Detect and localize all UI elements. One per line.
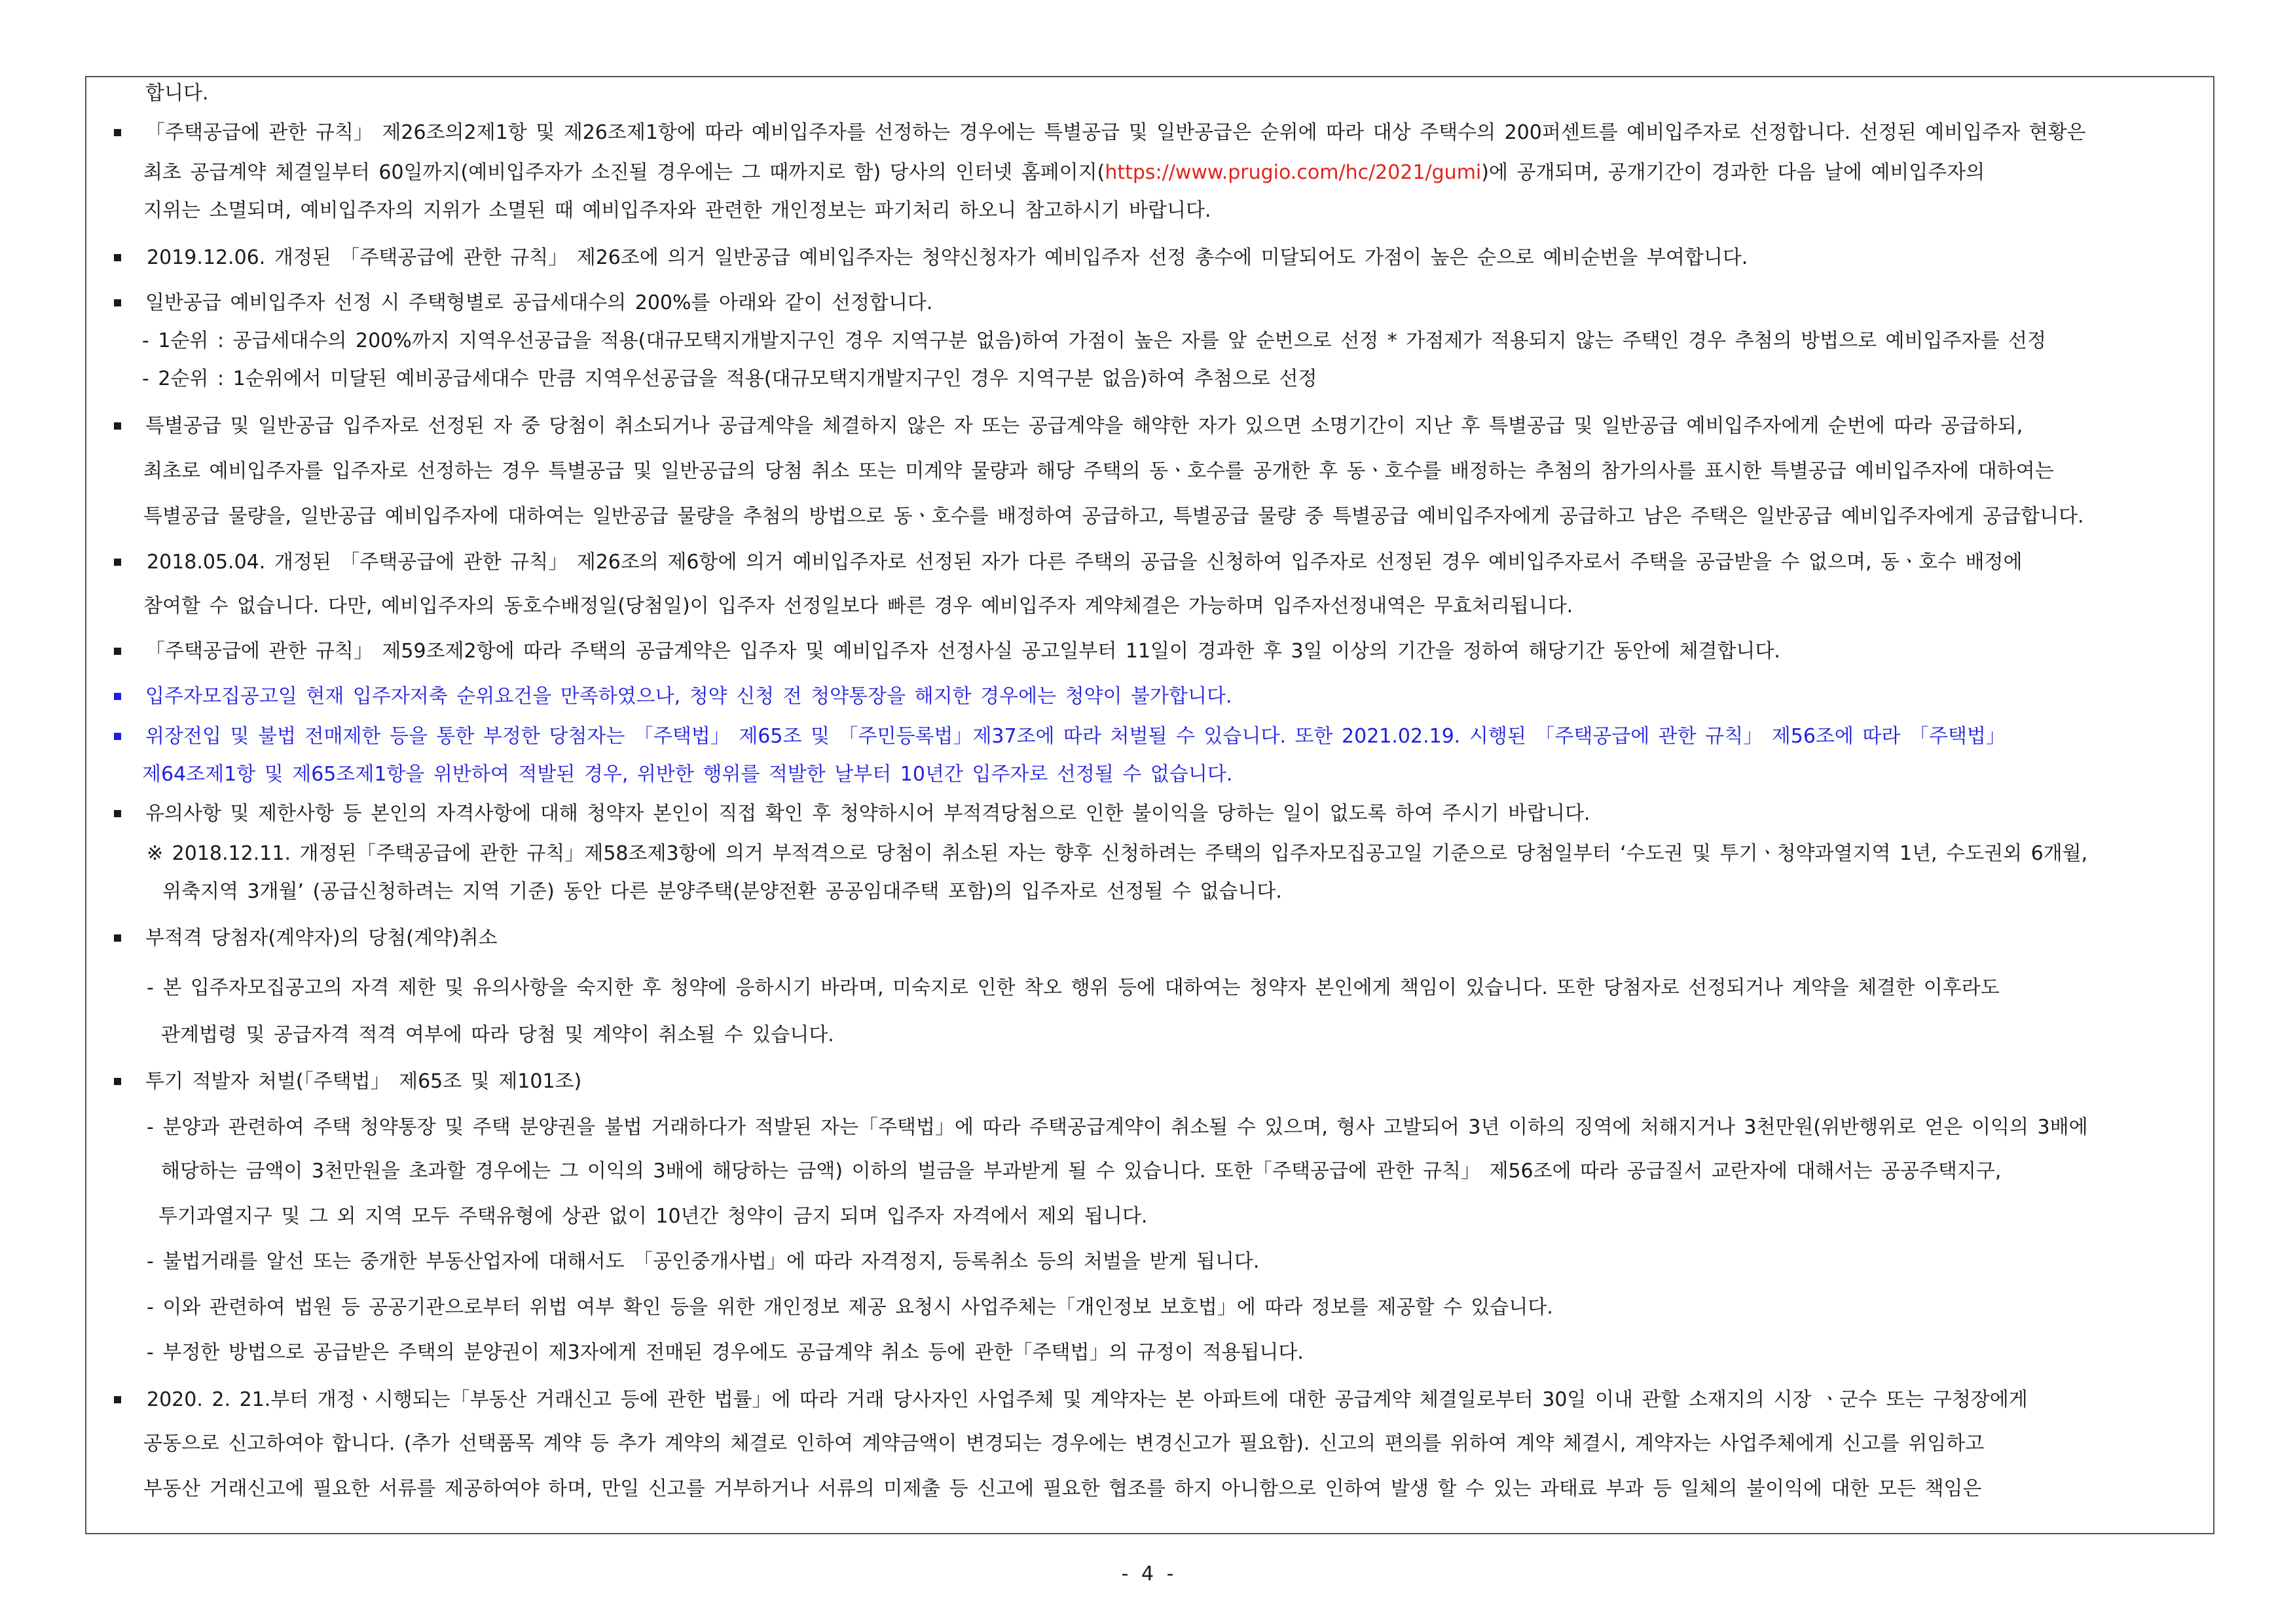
- notice-text: 유의사항 및 제한사항 등 본인의 자격사항에 대해 청약자 본인이 직접 확인 후 청약하시어 부적격당첨으로 인한 불이익을 당하는 일이 없도록 하여 주시기 바랍니다.: [145, 802, 1590, 825]
- bullet-icon: [114, 422, 121, 430]
- notice-subitem: 투기과열지구 및 그 외 지역 모두 주택유형에 상관 없이 10년간 청약이 금지 되며 입주자 자격에서 제외 됩니다.: [158, 1205, 1148, 1228]
- notice-text-highlight: 입주자모집공고일 현재 입주자저축 순위요건을 만족하였으나, 청약 신청 전 청약통장을 해지한 경우에는 청약이 불가합니다.: [145, 685, 1232, 708]
- notice-text: 2018.05.04. 개정된 「주택공급에 관한 규칙」 제26조의 제6항에 의거 예비입주자로 선정된 자가 다른 주택의 공급을 신청하여 입주자로 선정된 경우 예비입주자로서 주택을 공급받을 수 없으며, 동ㆍ호수 배정에: [147, 551, 2023, 574]
- notice-footnote: ※ 2018.12.11. 개정된「주택공급에 관한 규칙」제58조제3항에 의거 부적격으로 당첨이 취소된 자는 향후 신청하려는 주택의 입주자모집공고일 기준으로 당첨일부터 ‘수도권 및 투기ㆍ청약과열지역 1년, 수도권외 6개월,: [147, 842, 2088, 865]
- notice-subitem: 해당하는 금액이 3천만원을 초과할 경우에는 그 이익의 3배에 해당하는 금액) 이하의 벌금을 부과받게 될 수 있습니다. 또한「주택공급에 관한 규칙」 제56조에 따라 공급질서 교란자에 대해서는 공공주택지구,: [161, 1160, 2002, 1183]
- notice-text: 「주택공급에 관한 규칙」 제26조의2제1항 및 제26조제1항에 따라 예비입주자를 선정하는 경우에는 특별공급 및 일반공급은 순위에 따라 대상 주택수의 200퍼센트를 예비입주자로 선정합니다. 선정된 예비입주자 현황은: [145, 121, 2086, 144]
- notice-text: 2020. 2. 21.부터 개정ㆍ시행되는「부동산 거래신고 등에 관한 법률」에 따라 거래 당사자인 사업주체 및 계약자는 본 아파트에 대한 공급계약 체결일로부터 30일 이내 관할 소재지의 시장 ㆍ군수 또는 구청장에게: [147, 1388, 2028, 1411]
- notice-subitem: - 부정한 방법으로 공급받은 주택의 분양권이 제3자에게 전매된 경우에도 공급계약 취소 등에 관한「주택법」의 규정이 적용됩니다.: [147, 1341, 1304, 1364]
- notice-text: 특별공급 및 일반공급 입주자로 선정된 자 중 당첨이 취소되거나 공급계약을 체결하지 않은 자 또는 공급계약을 해약한 자가 있으면 소명기간이 지난 후 특별공급 및 일반공급 예비입주자에게 순번에 따라 공급하되,: [145, 415, 2023, 437]
- notice-text: 합니다.: [145, 82, 209, 105]
- notice-text: [143, 162, 1985, 184]
- notice-subitem: - 분양과 관련하여 주택 청약통장 및 주택 분양권을 불법 거래하다가 적발된 자는「주택법」에 따라 주택공급계약이 취소될 수 있으며, 형사 고발되어 3년 이하의 징역에 처해지거나 3천만원(위반행위로 얻은 이익의 3배에: [147, 1116, 2088, 1139]
- bullet-icon: [114, 299, 121, 306]
- bullet-icon: [114, 559, 121, 566]
- notice-text: 공동으로 신고하여야 합니다. (추가 선택품목 계약 등 추가 계약의 체결로 인하여 계약금액이 변경되는 경우에는 변경신고가 필요함). 신고의 편의를 위하여 계약 체결시, 계약자는 사업주체에게 신고를 위임하고: [143, 1432, 1985, 1455]
- bullet-icon: [114, 693, 121, 700]
- notice-subitem: - 2순위 : 1순위에서 미달된 예비공급세대수 만큼 지역우선공급을 적용(대규모택지개발지구인 경우 지역구분 없음)하여 추첨으로 선정: [142, 367, 1317, 390]
- homepage-link[interactable]: https://www.prugio.com/hc/2021/gumi: [1105, 161, 1482, 184]
- notice-heading: 투기 적발자 처벌(「주택법」 제65조 및 제101조): [145, 1070, 582, 1093]
- notice-subitem: - 1순위 : 공급세대수의 200%까지 지역우선공급을 적용(대규모택지개발지구인 경우 지역구분 없음)하여 가점이 높은 자를 앞 순번으로 선정 * 가점제가 적용되지 않는 주택인 경우 추첨의 방법으로 예비입주자를 선정: [142, 329, 2046, 352]
- page-number: - 4 -: [1121, 1562, 1174, 1585]
- bullet-icon: [114, 1396, 121, 1403]
- notice-subitem: - 본 입주자모집공고의 자격 제한 및 유의사항을 숙지한 후 청약에 응하시기 바라며, 미숙지로 인한 착오 행위 등에 대하여는 청약자 본인에게 책임이 있습니다. 또한 당첨자로 선정되거나 계약을 체결한 이후라도: [147, 976, 2000, 999]
- notice-text: 최초로 예비입주자를 입주자로 선정하는 경우 특별공급 및 일반공급의 당첨 취소 또는 미계약 물량과 해당 주택의 동ㆍ호수를 공개한 후 동ㆍ호수를 배정하는 추첨의 참가의사를 표시한 특별공급 예비입주자에 대하여는: [143, 460, 2054, 483]
- notice-text: 2019.12.06. 개정된 「주택공급에 관한 규칙」 제26조에 의거 일반공급 예비입주자는 청약신청자가 예비입주자 선정 총수에 미달되어도 가점이 높은 순으로 예비순번을 부여합니다.: [147, 246, 1748, 269]
- notice-text-highlight: 제64조제1항 및 제65조제1항을 위반하여 적발된 경우, 위반한 행위를 적발한 날부터 10년간 입주자로 선정될 수 없습니다.: [142, 763, 1233, 786]
- notice-text-segment: 최초 공급계약 체결일부터 60일까지(예비입주자가 소진될 경우에는 그 때까지로 함) 당사의 인터넷 홈페이지(: [143, 161, 1105, 184]
- bullet-icon: [114, 810, 121, 817]
- bullet-icon: [114, 733, 121, 740]
- bullet-icon: [114, 934, 121, 942]
- notice-subitem: - 이와 관련하여 법원 등 공공기관으로부터 위법 여부 확인 등을 위한 개인정보 제공 요청시 사업주체는「개인정보 보호법」에 따라 정보를 제공할 수 있습니다.: [147, 1296, 1553, 1319]
- bullet-icon: [114, 1078, 121, 1085]
- notice-text: 참여할 수 없습니다. 다만, 예비입주자의 동호수배정일(당첨일)이 입주자 선정일보다 빠른 경우 예비입주자 계약체결은 가능하며 입주자선정내역은 무효처리됩니다.: [143, 595, 1573, 618]
- bullet-icon: [114, 129, 121, 136]
- bullet-icon: [114, 254, 121, 261]
- notice-text: 지위는 소멸되며, 예비입주자의 지위가 소멸된 때 예비입주자와 관련한 개인정보는 파기처리 하오니 참고하시기 바랍니다.: [143, 199, 1211, 222]
- notice-text: 일반공급 예비입주자 선정 시 주택형별로 공급세대수의 200%를 아래와 같이 선정합니다.: [145, 291, 933, 314]
- notice-footnote: 위축지역 3개월’ (공급신청하려는 지역 기준) 동안 다른 분양주택(분양전환 공공임대주택 포함)의 입주자로 선정될 수 없습니다.: [162, 880, 1282, 903]
- notice-text-segment: )에 공개되며, 공개기간이 경과한 다음 날에 예비입주자의: [1481, 161, 1985, 184]
- notice-text: 부동산 거래신고에 필요한 서류를 제공하여야 하며, 만일 신고를 거부하거나 서류의 미제출 등 신고에 필요한 협조를 하지 아니함으로 인하여 발생 할 수 있는 과태료 부과 등 일체의 불이익에 대한 모든 책임은: [143, 1477, 1982, 1500]
- bullet-icon: [114, 648, 121, 655]
- notice-text: 특별공급 물량을, 일반공급 예비입주자에 대하여는 일반공급 물량을 추첨의 방법으로 동ㆍ호수를 배정하여 공급하고, 특별공급 물량 중 특별공급 예비입주자에게 공급하고 남은 주택은 일반공급 예비입주자에게 공급합니다.: [143, 505, 2084, 528]
- notice-heading: 부적격 당첨자(계약자)의 당첨(계약)취소: [145, 927, 498, 950]
- notice-subitem: 관계법령 및 공급자격 적격 여부에 따라 당첨 및 계약이 취소될 수 있습니다.: [161, 1024, 834, 1046]
- notice-text: 「주택공급에 관한 규칙」 제59조제2항에 따라 주택의 공급계약은 입주자 및 예비입주자 선정사실 공고일부터 11일이 경과한 후 3일 이상의 기간을 정하여 해당기간 동안에 체결합니다.: [145, 640, 1780, 663]
- notice-text-highlight: 위장전입 및 불법 전매제한 등을 통한 부정한 당첨자는 「주택법」 제65조 및 「주민등록법」제37조에 따라 처벌될 수 있습니다. 또한 2021.02.19. 시행된 「주택공급에 관한 규칙」 제56조에 따라 「주택법」: [145, 725, 2006, 748]
- notice-subitem: - 불법거래를 알선 또는 중개한 부동산업자에 대해서도 「공인중개사법」에 따라 자격정지, 등록취소 등의 처벌을 받게 됩니다.: [147, 1250, 1260, 1273]
